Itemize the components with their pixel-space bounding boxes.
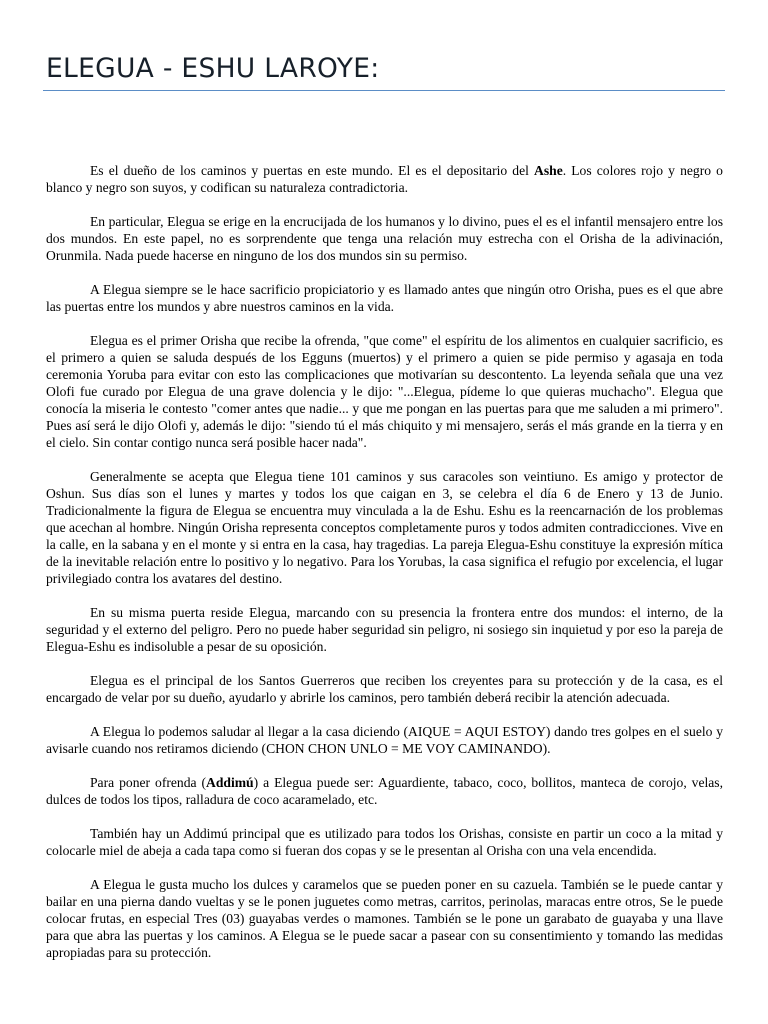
- paragraph-11: A Elegua le gusta mucho los dulces y caramelos que se pueden poner en su cazuela. También se le puede cantar y bailar en una pierna dando vueltas y se le ponen juguetes como metras, carritos, perinolas, maracas entre otros, Se le puede colocar frutas, en especial Tres (03) guayabas verdes o mamones. También se le pone un garabato de guayaba y una llave para que abra las puertas y los caminos. A Elegua se le puede sacar a pasear con su consentimiento y tomando las medidas apropiadas para su protección.: [46, 877, 723, 960]
- paragraph-9-text-start: Para poner ofrenda (: [90, 775, 207, 790]
- paragraph-9: [46, 774, 723, 808]
- paragraph-3: A Elegua siempre se le hace sacrificio propiciatorio y es llamado antes que ningún otro Orisha, pues es el que abre las puertas entre los mundos y abre nuestros caminos en la vida.: [46, 282, 723, 314]
- paragraph-1-text-start: Es el dueño de los caminos y puertas en este mundo. El es el depositario del: [90, 163, 535, 178]
- paragraph-10: También hay un Addimú principal que es utilizado para todos los Orishas, consiste en partir un coco a la mitad y colocarle miel de abeja a cada tapa como si fueran dos copas y se le presentan al Orisha con una vela encendida.: [46, 826, 723, 858]
- paragraph-4: Elegua es el primer Orisha que recibe la ofrenda, "que come" el espíritu de los alimentos en cualquier sacrificio, es el primero a quien se saluda después de los Egguns (muertos) y el primero a quien se pide permiso y agasaja en toda ceremonia Yoruba para evitar con esto las complicaciones que motivarían su descontento. La leyenda señala que una vez Olofi fue curado por Elegua de una grave dolencia y le dijo: "...Elegua, pídeme lo que quieras muchacho". Elegua que conocía la miseria le contesto "comer antes que nadie... y que me pongan en las puertas para que me saluden a mi primero". Pues así será le dijo Olofi y, además le dijo: "siendo tú el más chiquito y mi mensajero, serás el más grande en la tierra y en el cielo. Sin contar contigo nunca será posible hacer nada".: [46, 333, 723, 450]
- paragraph-6: En su misma puerta reside Elegua, marcando con su presencia la frontera entre dos mundos: el interno, de la seguridad y el externo del peligro. Pero no puede haber seguridad sin peligro, ni sosiego sin inquietud y por eso la pareja de Elegua-Eshu es indisoluble a pesar de su oposición.: [46, 605, 723, 654]
- paragraph-9-text-end: ) a Elegua puede ser: Aguardiente, tabaco, coco, bollitos, manteca de corojo, velas, dulces de todos los tipos, ralladura de coco acaramelado, etc.: [46, 775, 723, 807]
- paragraph-1: [46, 162, 723, 196]
- document-body: [46, 162, 723, 978]
- title-underline-divider: [43, 90, 725, 91]
- paragraph-7: Elegua es el principal de los Santos Guerreros que reciben los creyentes para su protección y de la casa, es el encargado de velar por su dueño, ayudarlo y abrirle los caminos, pero también deberá recibir la atención adecuada.: [46, 673, 723, 705]
- document-title: ELEGUA - ESHU LAROYE:: [46, 53, 380, 84]
- paragraph-1-text-end: . Los colores rojo y negro o blanco y negro son suyos, y codifican su naturaleza contradictoria.: [46, 163, 723, 195]
- ashe-bold-term: Ashe: [534, 163, 563, 178]
- paragraph-5: Generalmente se acepta que Elegua tiene 101 caminos y sus caracoles son veintiuno. Es amigo y protector de Oshun. Sus días son el lunes y martes y todos los que caigan en 3, se celebra el día 6 de Enero y 13 de Junio. Tradicionalmente la figura de Elegua se encuentra muy vinculada a la de Eshu. Eshu es la reencarnación de los problemas que acechan al hombre. Ningún Orisha representa conceptos completamente puros y todos admiten contradicciones. Vive en la calle, en la sabana y en el monte y si entra en la casa, hay tragedias. La pareja Elegua-Eshu constituye la expresión mítica de la inevitable relación entre lo positivo y lo negativo. Para los Yorubas, la casa significa el refugio por excelencia, el lugar privilegiado contra los avatares del destino.: [46, 469, 723, 586]
- addimu-bold-term: Addimú: [206, 775, 254, 790]
- paragraph-8: A Elegua lo podemos saludar al llegar a la casa diciendo (AIQUE = AQUI ESTOY) dando tres golpes en el suelo y avisarle cuando nos retiramos diciendo (CHON CHON UNLO = ME VOY CAMINANDO).: [46, 724, 723, 756]
- paragraph-2: En particular, Elegua se erige en la encrucijada de los humanos y lo divino, pues el es el infantil mensajero entre los dos mundos. En este papel, no es sorprendente que tenga una relación muy estrecha con el Orisha de la adivinación, Orunmila. Nada puede hacerse en ninguno de los dos mundos sin su permiso.: [46, 214, 723, 263]
